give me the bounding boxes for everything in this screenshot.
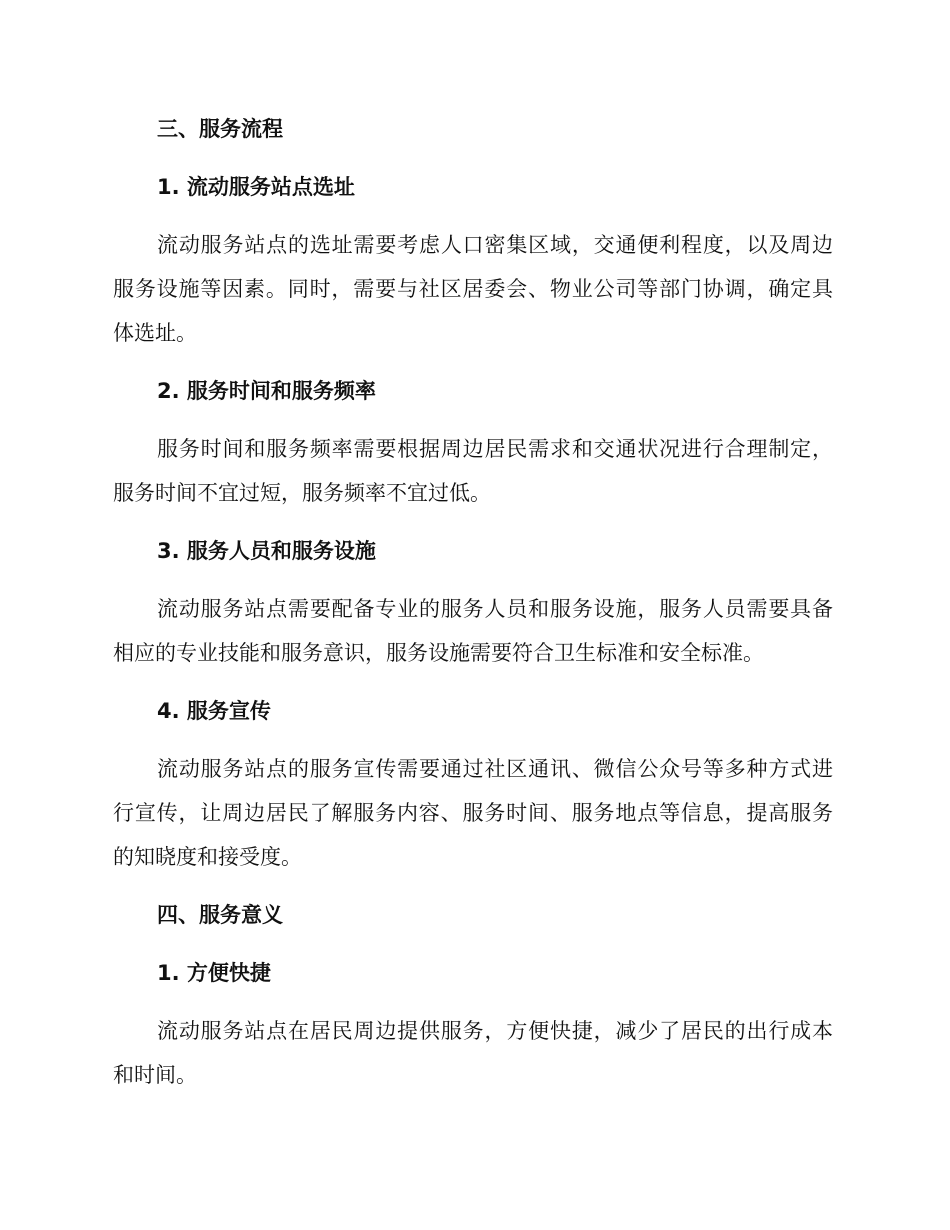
paragraph-line: 相应的专业技能和服务意识，服务设施需要符合卫生标准和安全标准。 xyxy=(113,641,764,665)
paragraph-line: 流动服务站点需要配备专业的服务人员和服务设施，服务人员需要具备 xyxy=(157,597,833,621)
paragraph xyxy=(113,587,833,675)
subsection-title: 3. 服务人员和服务设施 xyxy=(157,539,376,563)
paragraph xyxy=(113,747,833,879)
paragraph xyxy=(113,1009,833,1097)
subsection-title: 4. 服务宣传 xyxy=(157,699,271,723)
subsection-title: 2. 服务时间和服务频率 xyxy=(157,379,376,403)
paragraph-line: 服务时间不宜过短，服务频率不宜过低。 xyxy=(113,481,491,505)
paragraph-line: 服务设施等因素。同时，需要与社区居委会、物业公司等部门协调，确定具 xyxy=(113,277,833,301)
subsection-title: 1. 流动服务站点选址 xyxy=(157,175,355,199)
document-content xyxy=(113,107,833,1111)
subsection-title: 1. 方便快捷 xyxy=(157,961,271,985)
paragraph-line: 和时间。 xyxy=(113,1063,197,1087)
paragraph-line: 服务时间和服务频率需要根据周边居民需求和交通状况进行合理制定， xyxy=(157,437,833,461)
paragraph-line: 行宣传，让周边居民了解服务内容、服务时间、服务地点等信息，提高服务 xyxy=(113,801,833,825)
paragraph-line: 流动服务站点在居民周边提供服务，方便快捷，减少了居民的出行成本 xyxy=(157,1019,833,1043)
paragraph-line: 体选址。 xyxy=(113,321,197,345)
paragraph xyxy=(113,223,833,355)
section-heading: 四、服务意义 xyxy=(157,903,283,927)
paragraph xyxy=(113,427,833,515)
section-heading: 三、服务流程 xyxy=(157,117,283,141)
paragraph-line: 流动服务站点的选址需要考虑人口密集区域，交通便利程度，以及周边 xyxy=(157,233,833,257)
paragraph-line: 流动服务站点的服务宣传需要通过社区通讯、微信公众号等多种方式进 xyxy=(157,757,833,781)
paragraph-line: 的知晓度和接受度。 xyxy=(113,845,302,869)
